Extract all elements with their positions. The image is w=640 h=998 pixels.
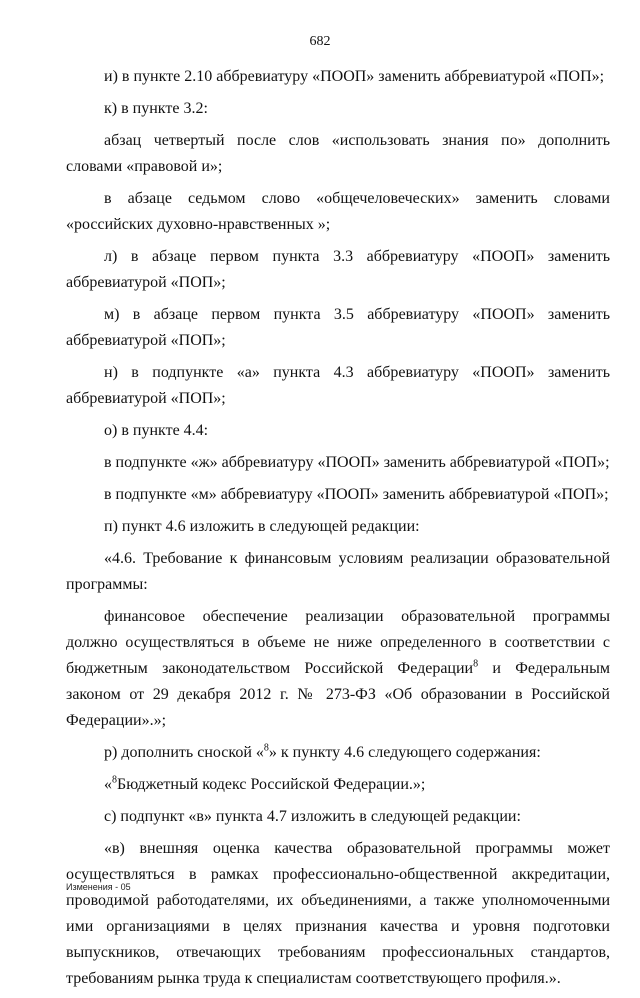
item-r-text-b: » к пункту 4.6 следующего содержания: — [268, 744, 541, 761]
paragraph-financial-provision — [66, 604, 610, 734]
footnote-reference-8: 8 — [473, 658, 479, 670]
financial-provision-text-a: финансовое обеспечение реализации образовательной программы должно осуществляться в объеме не ниже определенного в соответствии с бюджетным законодательством Российской Федерации — [66, 608, 610, 677]
paragraph-footnote-8-text — [66, 772, 610, 798]
paragraph-item-p: п) пункт 4.6 изложить в следующей редакции: — [104, 518, 420, 535]
paragraph-item-k: к) в пункте 3.2: — [104, 100, 208, 117]
paragraph-item-i: и) в пункте 2.10 аббревиатуру «ПООП» заменить аббревиатурой «ПОП»; — [104, 68, 605, 85]
paragraph-item-r — [66, 740, 610, 766]
paragraph-item-o: о) в пункте 4.4: — [104, 422, 209, 439]
paragraph-quote-4-7-v: «в) внешняя оценка качества образовательной программы может осуществляться в рамках профессионально-общественной аккредитации, проводимой работодателями, их объединениями, а также уполномоченными ими организациями в целях признания качества и уровня подготовки выпускников, отвечающих требованиям профессиональных стандартов, требованиям рынка труда к специалистам соответствующего профиля.». — [66, 840, 610, 987]
paragraph-quote-4-6: «4.6. Требование к финансовым условиям реализации образовательной программы: — [66, 550, 610, 593]
paragraph-podpunkt-m: в подпункте «м» аббревиатуру «ПООП» заменить аббревиатурой «ПОП»; — [104, 486, 609, 503]
financial-provision-text-b: и Федеральным законом от 29 декабря 2012 г. № 273-ФЗ «Об образовании в Российской Федерации».»; — [66, 660, 610, 729]
page-number: 682 — [309, 34, 331, 49]
footnote-8-mark: 8 — [112, 774, 117, 786]
item-r-text-a: р) дополнить сноской « — [104, 744, 264, 761]
paragraph-abzac-sedmoi: в абзаце седьмом слово «общечеловеческих» заменить словами «российских духовно-нравственных »; — [66, 190, 610, 233]
paragraph-abzac-chetvertyi: абзац четвертый после слов «использовать знания по» дополнить словами «правовой и»; — [66, 132, 610, 175]
paragraph-podpunkt-zh: в подпункте «ж» аббревиатуру «ПООП» заменить аббревиатурой «ПОП»; — [104, 454, 610, 471]
footnote-8-open-quote: « — [104, 776, 112, 793]
footnote-8-body: Бюджетный кодекс Российской Федерации.»; — [117, 776, 426, 793]
paragraph-item-m: м) в абзаце первом пункта 3.5 аббревиатуру «ПООП» заменить аббревиатурой «ПОП»; — [66, 306, 610, 349]
document-body — [66, 64, 610, 998]
paragraph-item-n: н) в подпункте «а» пункта 4.3 аббревиатуру «ПООП» заменить аббревиатурой «ПОП»; — [66, 364, 610, 407]
item-r-footnote-mark: 8 — [263, 742, 269, 754]
paragraph-item-l: л) в абзаце первом пункта 3.3 аббревиатуру «ПООП» заменить аббревиатурой «ПОП»; — [66, 248, 610, 291]
paragraph-item-s: с) подпункт «в» пункта 4.7 изложить в следующей редакции: — [104, 808, 521, 825]
footer-note: Изменения - 05 — [66, 882, 131, 892]
